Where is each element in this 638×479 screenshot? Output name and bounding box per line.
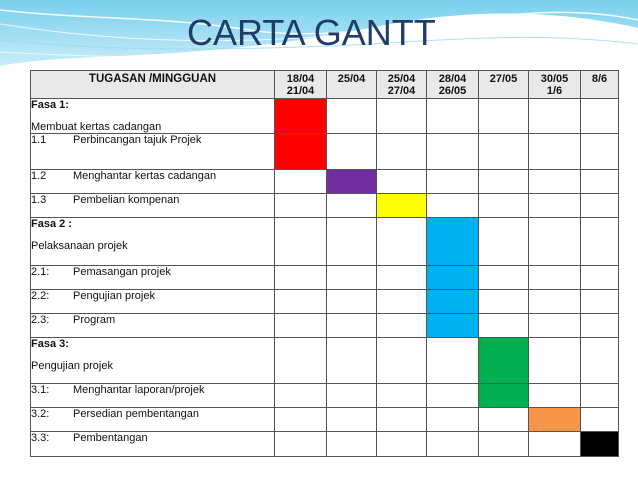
schedule-cell [327, 99, 377, 134]
schedule-cell [377, 432, 427, 457]
task-description: Pemasangan projek [73, 266, 171, 278]
schedule-cell [427, 99, 479, 134]
week-label-line1: 30/05 [540, 72, 569, 85]
gantt-bar [581, 432, 619, 457]
schedule-cell [581, 170, 619, 194]
schedule-cell [427, 338, 479, 384]
task-cell [31, 384, 275, 408]
week-label-line2: 21/04 [286, 84, 315, 97]
schedule-cell [529, 134, 581, 170]
schedule-cell [581, 194, 619, 218]
phase-title: Fasa 2 : [31, 218, 72, 230]
schedule-cell [479, 314, 529, 338]
schedule-cell [377, 338, 427, 384]
schedule-cell [327, 266, 377, 290]
phase-row [31, 338, 619, 384]
gantt-bar [327, 170, 377, 194]
week-label-line2: 1/6 [546, 84, 563, 97]
schedule-cell [581, 408, 619, 432]
task-row [31, 290, 619, 314]
schedule-cell [479, 134, 529, 170]
schedule-cell [479, 218, 529, 266]
task-code: 2.3: [31, 314, 50, 326]
schedule-cell [327, 134, 377, 170]
schedule-cell [581, 99, 619, 134]
phase-title: Fasa 1: [31, 99, 69, 111]
schedule-cell [479, 408, 529, 432]
task-cell [31, 170, 275, 194]
schedule-cell [581, 266, 619, 290]
schedule-cell [275, 338, 327, 384]
schedule-cell [479, 432, 529, 457]
gantt-chart-table [30, 70, 619, 457]
week-label-line2: 27/04 [387, 84, 416, 97]
slide-title: CARTA GANTT [187, 12, 436, 53]
week-header [427, 71, 479, 99]
gantt-bar [529, 408, 581, 432]
schedule-cell [327, 384, 377, 408]
task-description: Pengujian projek [73, 290, 155, 302]
schedule-cell [327, 194, 377, 218]
week-label-line2: 26/05 [438, 84, 467, 97]
week-header [275, 71, 327, 99]
schedule-cell [275, 408, 327, 432]
week-label-line1: 28/04 [438, 72, 467, 85]
week-label-line1: 25/04 [387, 72, 416, 85]
schedule-cell [529, 314, 581, 338]
task-code: 1.3 [31, 194, 47, 206]
task-code: 3.2: [31, 408, 50, 420]
schedule-cell [327, 432, 377, 457]
schedule-cell [327, 408, 377, 432]
schedule-cell [327, 218, 377, 266]
schedule-cell [529, 338, 581, 384]
week-header [581, 71, 619, 99]
task-cell [31, 432, 275, 457]
schedule-cell [529, 432, 581, 457]
task-cell [31, 314, 275, 338]
task-cell [31, 266, 275, 290]
schedule-cell [327, 338, 377, 384]
gantt-bar [479, 384, 529, 408]
schedule-cell [529, 99, 581, 134]
schedule-cell [377, 290, 427, 314]
task-description: Perbincangan tajuk Projek [73, 134, 202, 146]
schedule-cell [479, 266, 529, 290]
schedule-cell [581, 314, 619, 338]
schedule-cell [479, 170, 529, 194]
task-description: Menghantar laporan/projek [73, 384, 205, 396]
task-description: Program [73, 314, 116, 326]
schedule-cell [427, 170, 479, 194]
phase-row [31, 218, 619, 266]
schedule-cell [479, 99, 529, 134]
task-cell [31, 408, 275, 432]
schedule-cell [581, 290, 619, 314]
phase-description: Pengujian projek [31, 360, 113, 372]
phase-description: Pelaksanaan projek [31, 240, 128, 252]
week-label-line1: 18/04 [286, 72, 315, 85]
task-column-header: TUGASAN /MINGGUAN [31, 71, 275, 99]
schedule-cell [275, 290, 327, 314]
task-row [31, 266, 619, 290]
task-code: 3.3: [31, 432, 50, 444]
task-code: 1.1 [31, 134, 47, 146]
schedule-cell [427, 194, 479, 218]
schedule-cell [479, 194, 529, 218]
gantt-bar [427, 218, 479, 266]
schedule-cell [377, 266, 427, 290]
schedule-cell [275, 194, 327, 218]
schedule-cell [275, 266, 327, 290]
schedule-cell [377, 408, 427, 432]
task-cell [31, 134, 275, 170]
schedule-cell [377, 218, 427, 266]
schedule-cell [581, 134, 619, 170]
schedule-cell [327, 290, 377, 314]
schedule-cell [529, 170, 581, 194]
task-cell [31, 338, 275, 384]
task-row [31, 314, 619, 338]
schedule-cell [529, 218, 581, 266]
schedule-cell [479, 290, 529, 314]
schedule-cell [275, 314, 327, 338]
schedule-cell [427, 384, 479, 408]
schedule-cell [275, 384, 327, 408]
schedule-cell [275, 218, 327, 266]
task-code: 1.2 [31, 170, 47, 182]
schedule-cell [377, 384, 427, 408]
schedule-cell [427, 432, 479, 457]
task-row [31, 408, 619, 432]
schedule-cell [427, 408, 479, 432]
task-code: 2.2: [31, 290, 50, 302]
header-row [31, 71, 619, 99]
schedule-cell [377, 99, 427, 134]
task-row [31, 170, 619, 194]
task-code: 3.1: [31, 384, 50, 396]
schedule-cell [529, 266, 581, 290]
task-description: Persedian pembentangan [73, 408, 199, 420]
week-label-line1: 8/6 [591, 73, 608, 85]
task-row [31, 134, 619, 170]
task-cell [31, 290, 275, 314]
task-description: Pembentangan [73, 432, 148, 444]
week-header [479, 71, 529, 99]
phase-title: Fasa 3: [31, 338, 69, 350]
schedule-cell [377, 134, 427, 170]
task-description: Menghantar kertas cadangan [73, 170, 217, 182]
task-cell [31, 194, 275, 218]
schedule-cell [275, 170, 327, 194]
week-header [327, 71, 377, 99]
phase-description: Membuat kertas cadangan [31, 121, 162, 133]
task-cell [31, 218, 275, 266]
gantt-bar [479, 338, 529, 384]
schedule-cell [427, 134, 479, 170]
gantt-bar [377, 194, 427, 218]
schedule-cell [581, 338, 619, 384]
task-code: 2.1: [31, 266, 50, 278]
gantt-bar [427, 266, 479, 290]
task-row [31, 384, 619, 408]
task-cell [31, 99, 275, 134]
phase-row [31, 99, 619, 134]
schedule-cell [529, 290, 581, 314]
schedule-cell [581, 384, 619, 408]
schedule-cell [377, 170, 427, 194]
task-row [31, 194, 619, 218]
schedule-cell [529, 194, 581, 218]
week-header [377, 71, 427, 99]
schedule-cell [529, 384, 581, 408]
schedule-cell [377, 314, 427, 338]
week-header [529, 71, 581, 99]
schedule-cell [275, 432, 327, 457]
gantt-bar [427, 290, 479, 314]
task-row [31, 432, 619, 457]
schedule-cell [581, 218, 619, 266]
task-description: Pembelian kompenan [73, 194, 180, 206]
week-label-line1: 25/04 [337, 73, 366, 85]
week-label-line1: 27/05 [489, 73, 518, 85]
gantt-bar [275, 134, 327, 170]
gantt-bar [427, 314, 479, 338]
gantt-bar [275, 99, 327, 134]
schedule-cell [327, 314, 377, 338]
